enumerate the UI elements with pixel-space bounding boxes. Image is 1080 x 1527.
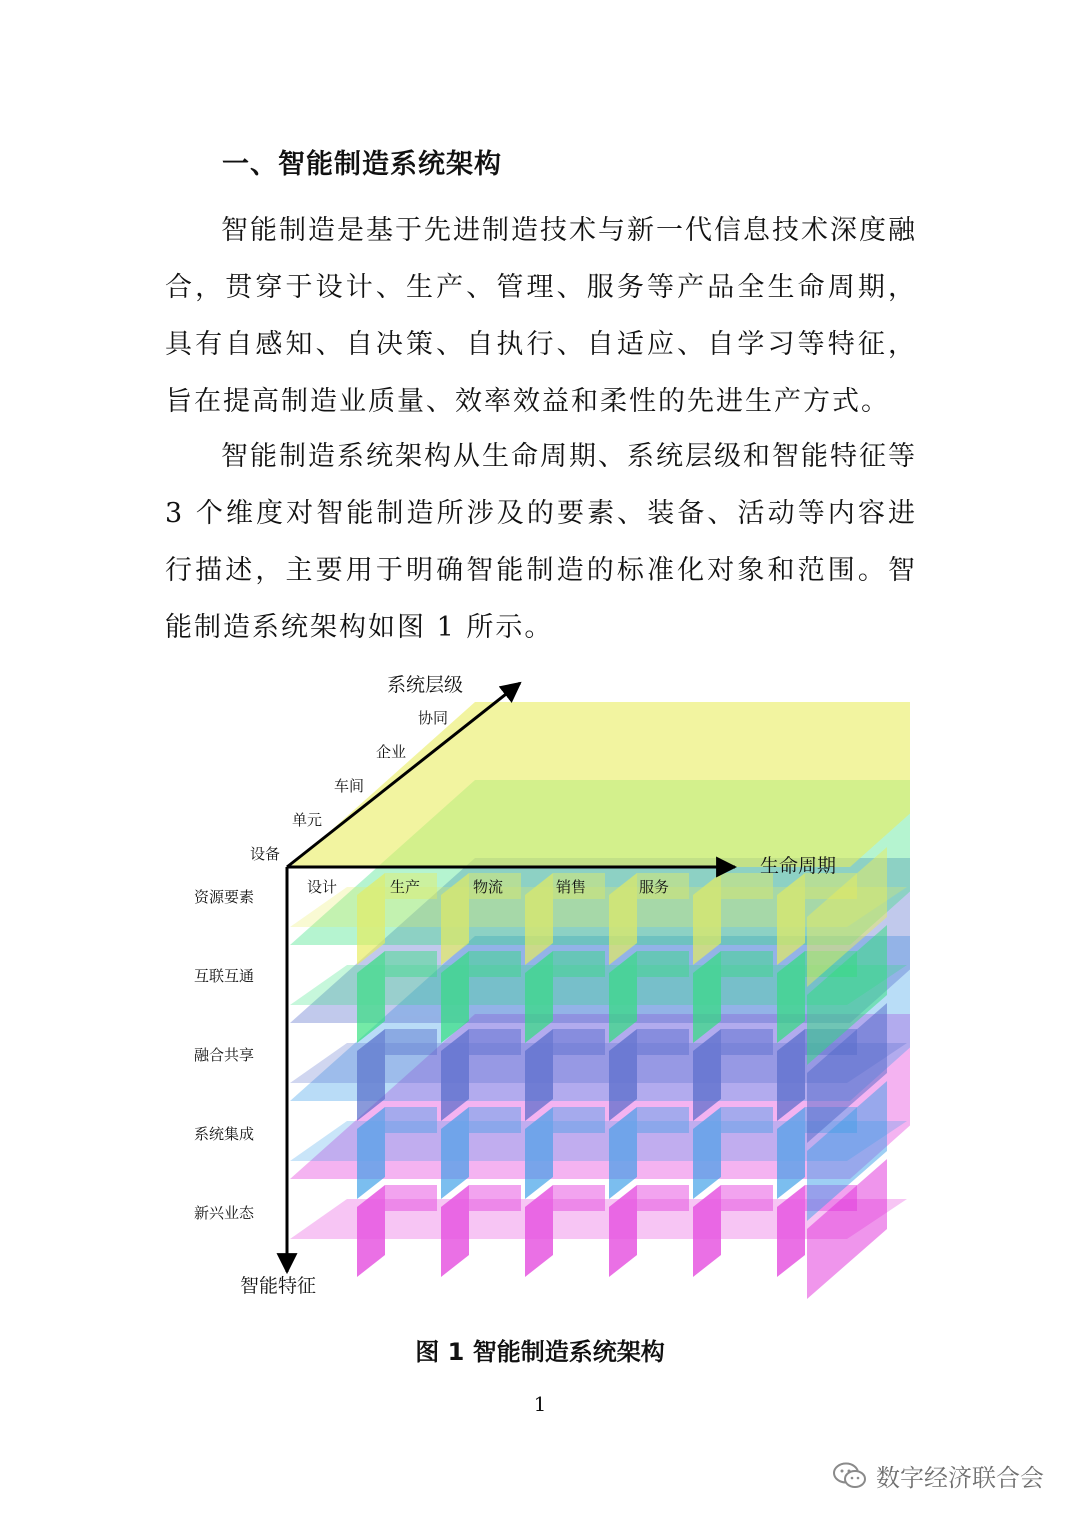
- system-level-label: 车间: [334, 777, 365, 795]
- intelligence-feature-labels: [194, 888, 255, 1222]
- lifecycle-axis-label: 生命周期: [760, 855, 837, 877]
- figure-caption: 图 1 智能制造系统架构: [415, 1338, 665, 1366]
- lifecycle-stage-label: 服务: [639, 878, 670, 896]
- lifecycle-stage-label: 设计: [307, 878, 338, 896]
- system-level-label: 单元: [292, 811, 323, 829]
- intelligence-feature-label: 系统集成: [194, 1125, 255, 1143]
- paragraph-architecture: 智能制造系统架构从生命周期、系统层级和智能特征等 3 个维度对智能制造所涉及的要素、装备、活动等内容进行描述，主要用于明确智能制造的标准化对象和范围。智能制造系统架构如图 1 所示。: [165, 441, 917, 643]
- paragraph-definition: 智能制造是基于先进制造技术与新一代信息技术深度融合，贯穿于设计、生产、管理、服务等产品全生命周期，具有自感知、自决策、自执行、自适应、自学习等特征，旨在提高制造业质量、效率效益和柔性的先进生产方式。: [165, 215, 917, 417]
- wechat-icon: [832, 1461, 868, 1491]
- watermark: [832, 1458, 1044, 1493]
- intelligence-axis-label: 智能特征: [240, 1275, 317, 1297]
- intelligence-feature-label: 新兴业态: [194, 1204, 255, 1222]
- intelligence-feature-label: 融合共享: [194, 1046, 255, 1064]
- system-level-label: 协同: [418, 709, 449, 727]
- architecture-figure: [180, 665, 910, 1305]
- watermark-text: 数字经济联合会: [876, 1464, 1044, 1492]
- page-number: 1: [533, 1392, 547, 1416]
- lifecycle-stage-label: 物流: [473, 878, 504, 896]
- intelligence-feature-label: 互联互通: [194, 967, 255, 985]
- section-heading: 一、智能制造系统架构: [222, 149, 502, 180]
- system-level-label: 设备: [250, 845, 281, 863]
- cube-right-side: [807, 847, 887, 1299]
- system-level-axis-label: 系统层级: [387, 674, 464, 696]
- intelligence-feature-label: 资源要素: [194, 888, 255, 906]
- system-level-label: 企业: [376, 743, 407, 761]
- lifecycle-stage-label: 生产: [390, 878, 421, 896]
- lifecycle-stage-label: 销售: [556, 878, 587, 896]
